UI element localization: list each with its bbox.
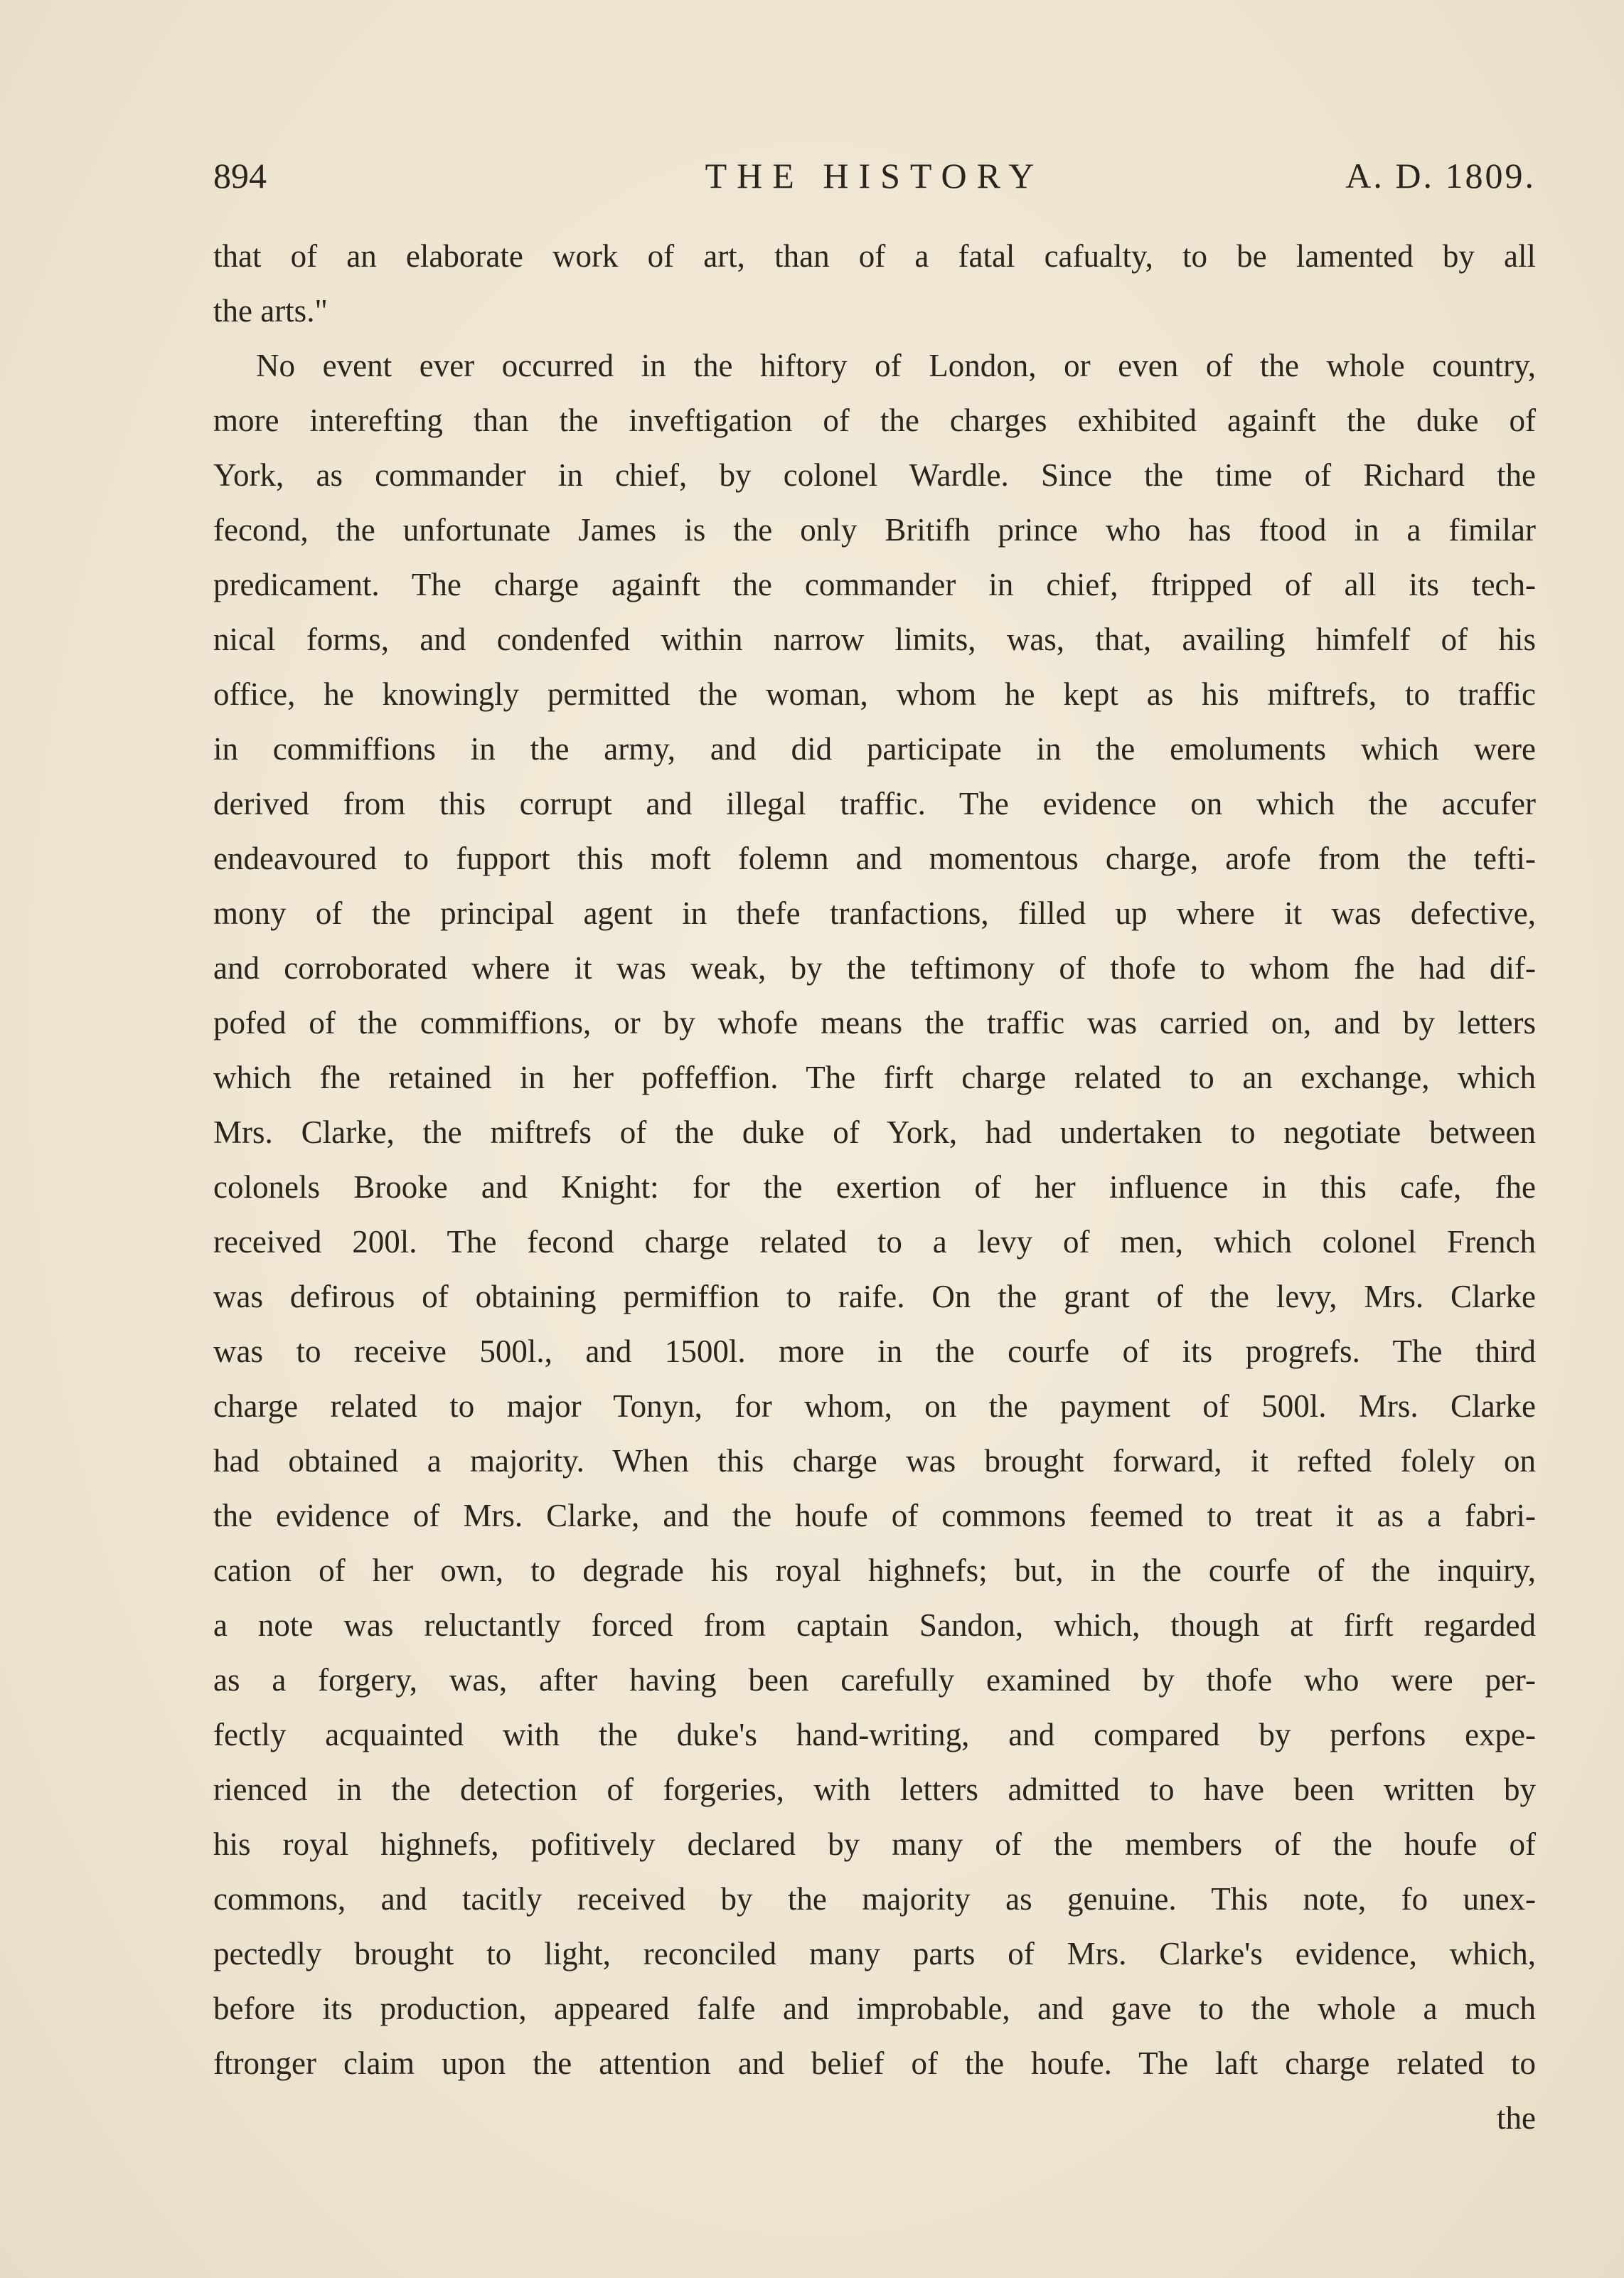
text-line: the evidence of Mrs. Clarke, and the houfe of commons feemed to treat it as a fabri- xyxy=(213,1498,1536,1533)
text-line: and corroborated where it was weak, by the teftimony of thofe to whom fhe had dif- xyxy=(213,950,1536,986)
text-line: before its production, appeared falfe and improbable, and gave to the whole a much xyxy=(213,1991,1536,2026)
text-line: cation of her own, to degrade his royal highnefs; but, in the courfe of the inquiry, xyxy=(213,1553,1536,1588)
text-line: a note was reluctantly forced from captain Sandon, which, though at firft regarded xyxy=(213,1607,1536,1643)
running-header xyxy=(213,155,1536,205)
text-line: fecond, the unfortunate James is the only Britifh prince who has ftood in a fimilar xyxy=(213,512,1536,548)
text-line: pectedly brought to light, reconciled many parts of Mrs. Clarke's evidence, which, xyxy=(213,1936,1536,1971)
text-line: more interefting than the inveftigation of the charges exhibited againft the duke of xyxy=(213,403,1536,438)
text-line: Mrs. Clarke, the miftrefs of the duke of York, had undertaken to negotiate between xyxy=(213,1114,1536,1150)
text-line: was to receive 500l., and 1500l. more in the courfe of its progrefs. The third xyxy=(213,1334,1536,1369)
text-line: office, he knowingly permitted the woman, whom he kept as his miftrefs, to traffic xyxy=(213,676,1536,712)
running-title: THE HISTORY xyxy=(705,156,1045,196)
text-line: in commiffions in the army, and did participate in the emoluments which were xyxy=(213,731,1536,767)
text-line: ftronger claim upon the attention and belief of the houfe. The laft charge related to xyxy=(213,2045,1536,2081)
text-line: had obtained a majority. When this charge was brought forward, it refted folely on xyxy=(213,1443,1536,1479)
text-line: pofed of the commiffions, or by whofe means the traffic was carried on, and by letters xyxy=(213,1005,1536,1040)
text-line: that of an elaborate work of art, than of a fatal cafualty, to be lamented by all xyxy=(213,238,1536,274)
text-line: rienced in the detection of forgeries, with letters admitted to have been written by xyxy=(213,1772,1536,1807)
text-line: fectly acquainted with the duke's hand-writing, and compared by perfons expe- xyxy=(213,1717,1536,1752)
text-line: the arts." xyxy=(213,293,328,329)
year-label: A. D. 1809. xyxy=(1345,156,1536,196)
text-line: which fhe retained in her poffeffion. The firft charge related to an exchange, which xyxy=(213,1060,1536,1095)
text-line: predicament. The charge againft the commander in chief, ftripped of all its tech- xyxy=(213,567,1536,602)
text-line: York, as commander in chief, by colonel Wardle. Since the time of Richard the xyxy=(213,457,1536,493)
text-line: mony of the principal agent in thefe tranfactions, filled up where it was defective, xyxy=(213,895,1536,931)
text-line: was defirous of obtaining permiffion to raife. On the grant of the levy, Mrs. Clarke xyxy=(213,1279,1536,1314)
text-line: received 200l. The fecond charge related to a levy of men, which colonel French xyxy=(213,1224,1536,1260)
text-line: as a forgery, was, after having been carefully examined by thofe who were per- xyxy=(213,1662,1536,1698)
catchword: the xyxy=(1497,2100,1536,2136)
page-number: 894 xyxy=(213,156,267,196)
text-line: No event ever occurred in the hiftory of London, or even of the whole country, xyxy=(256,348,1536,383)
text-line: derived from this corrupt and illegal traffic. The evidence on which the accufer xyxy=(213,786,1536,821)
text-line: charge related to major Tonyn, for whom, on the payment of 500l. Mrs. Clarke xyxy=(213,1388,1536,1424)
text-line: his royal highnefs, pofitively declared by many of the members of the houfe of xyxy=(213,1826,1536,1862)
text-line: colonels Brooke and Knight: for the exertion of her influence in this cafe, fhe xyxy=(213,1169,1536,1205)
text-line: nical forms, and condenfed within narrow limits, was, that, availing himfelf of his xyxy=(213,622,1536,657)
text-line: endeavoured to fupport this moft folemn and momentous charge, arofe from the tefti- xyxy=(213,841,1536,876)
body-text xyxy=(213,229,1536,2091)
text-line: commons, and tacitly received by the majority as genuine. This note, fo unex- xyxy=(213,1881,1536,1917)
